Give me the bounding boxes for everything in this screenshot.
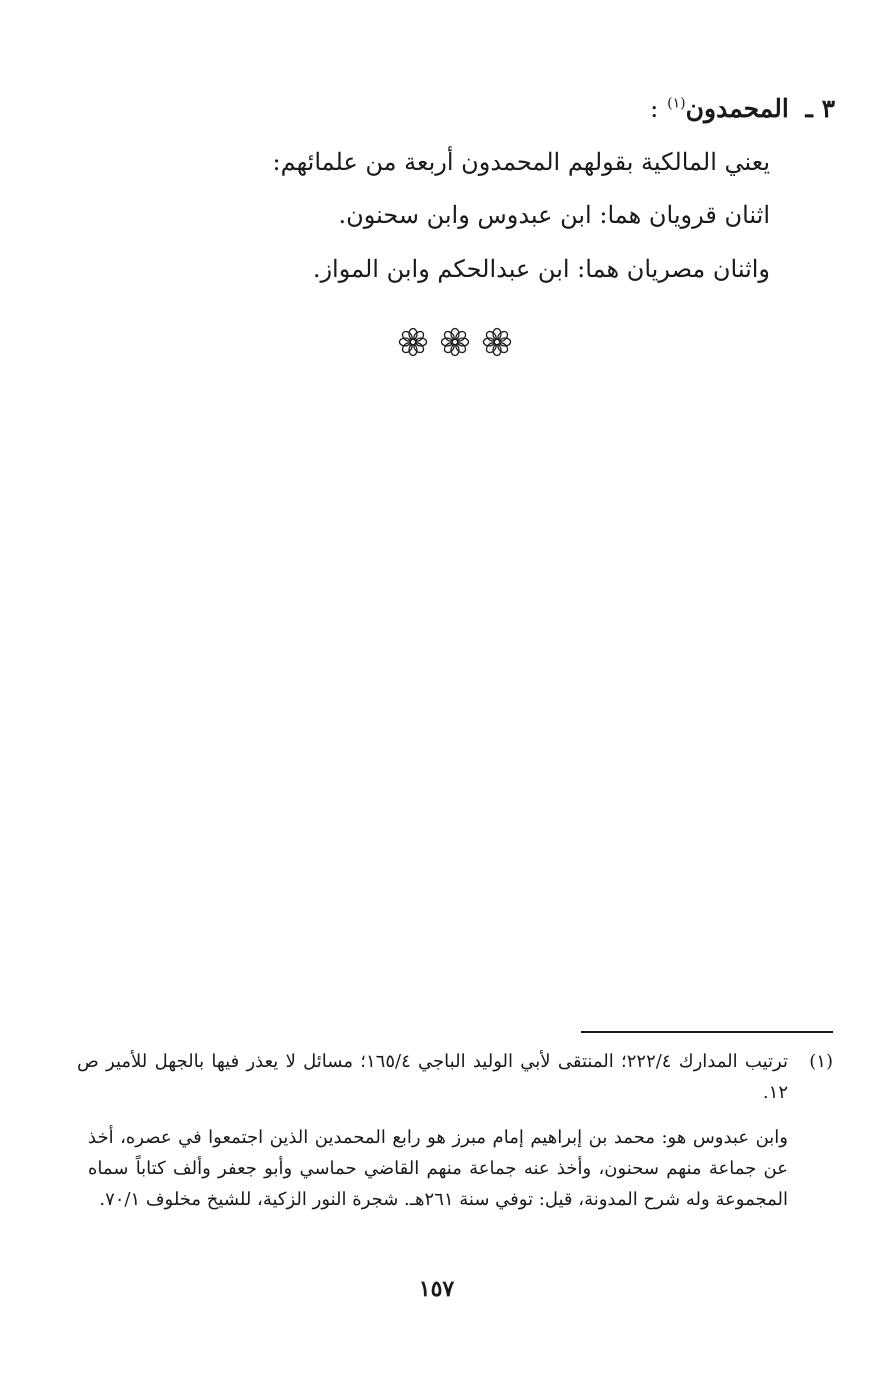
body-line-1: يعني المالكية بقولهم المحمدون أربعة من علمائهم: — [272, 148, 770, 176]
footnote-1-continuation: وابن عبدوس هو: محمد بن إبراهيم إمام مبرز هو رابع المحمدين الذين اجتمعوا في عصره، أخذ عن جماعة منهم سحنون، وأخذ عنه جماعة منهم القاضي حماسي وأبو جعفر وألف كتاباً سماه المجموعة وله شرح المدونة، قيل: توفي سنة ٢٦١هـ. شجرة النور الزكية، للشيخ مخلوف ٧٠/١. — [88, 1127, 788, 1210]
body-line-3: واثنان مصريان هما: ابن عبدالحكم وابن المواز. — [312, 255, 770, 283]
section-number: ٣ ـ — [805, 94, 835, 123]
flower-ornament-icon — [440, 327, 470, 357]
heading-colon: : — [650, 94, 659, 123]
section-title: المحمدون — [685, 94, 789, 123]
flower-ornament-icon — [482, 327, 512, 357]
footnote-1-marker: (١) — [809, 1051, 833, 1072]
body-line-2: اثنان قرويان هما: ابن عبدوس وابن سحنون. — [338, 201, 770, 229]
footnote-reference: (١) — [667, 95, 686, 112]
footnote-separator — [581, 1031, 833, 1033]
section-heading — [650, 96, 835, 121]
flower-ornament-icon — [398, 327, 428, 357]
section-divider-ornaments — [398, 327, 512, 357]
page-number: ١٥٧ — [418, 1276, 455, 1302]
footnote-1-text: ترتيب المدارك ٢٢٢/٤؛ المنتقى لأبي الوليد الباجي ١٦٥/٤؛ مسائل لا يعذر فيها بالجهل للأمير ص ١٢. — [77, 1051, 788, 1103]
footnote-1 — [77, 1046, 833, 1108]
